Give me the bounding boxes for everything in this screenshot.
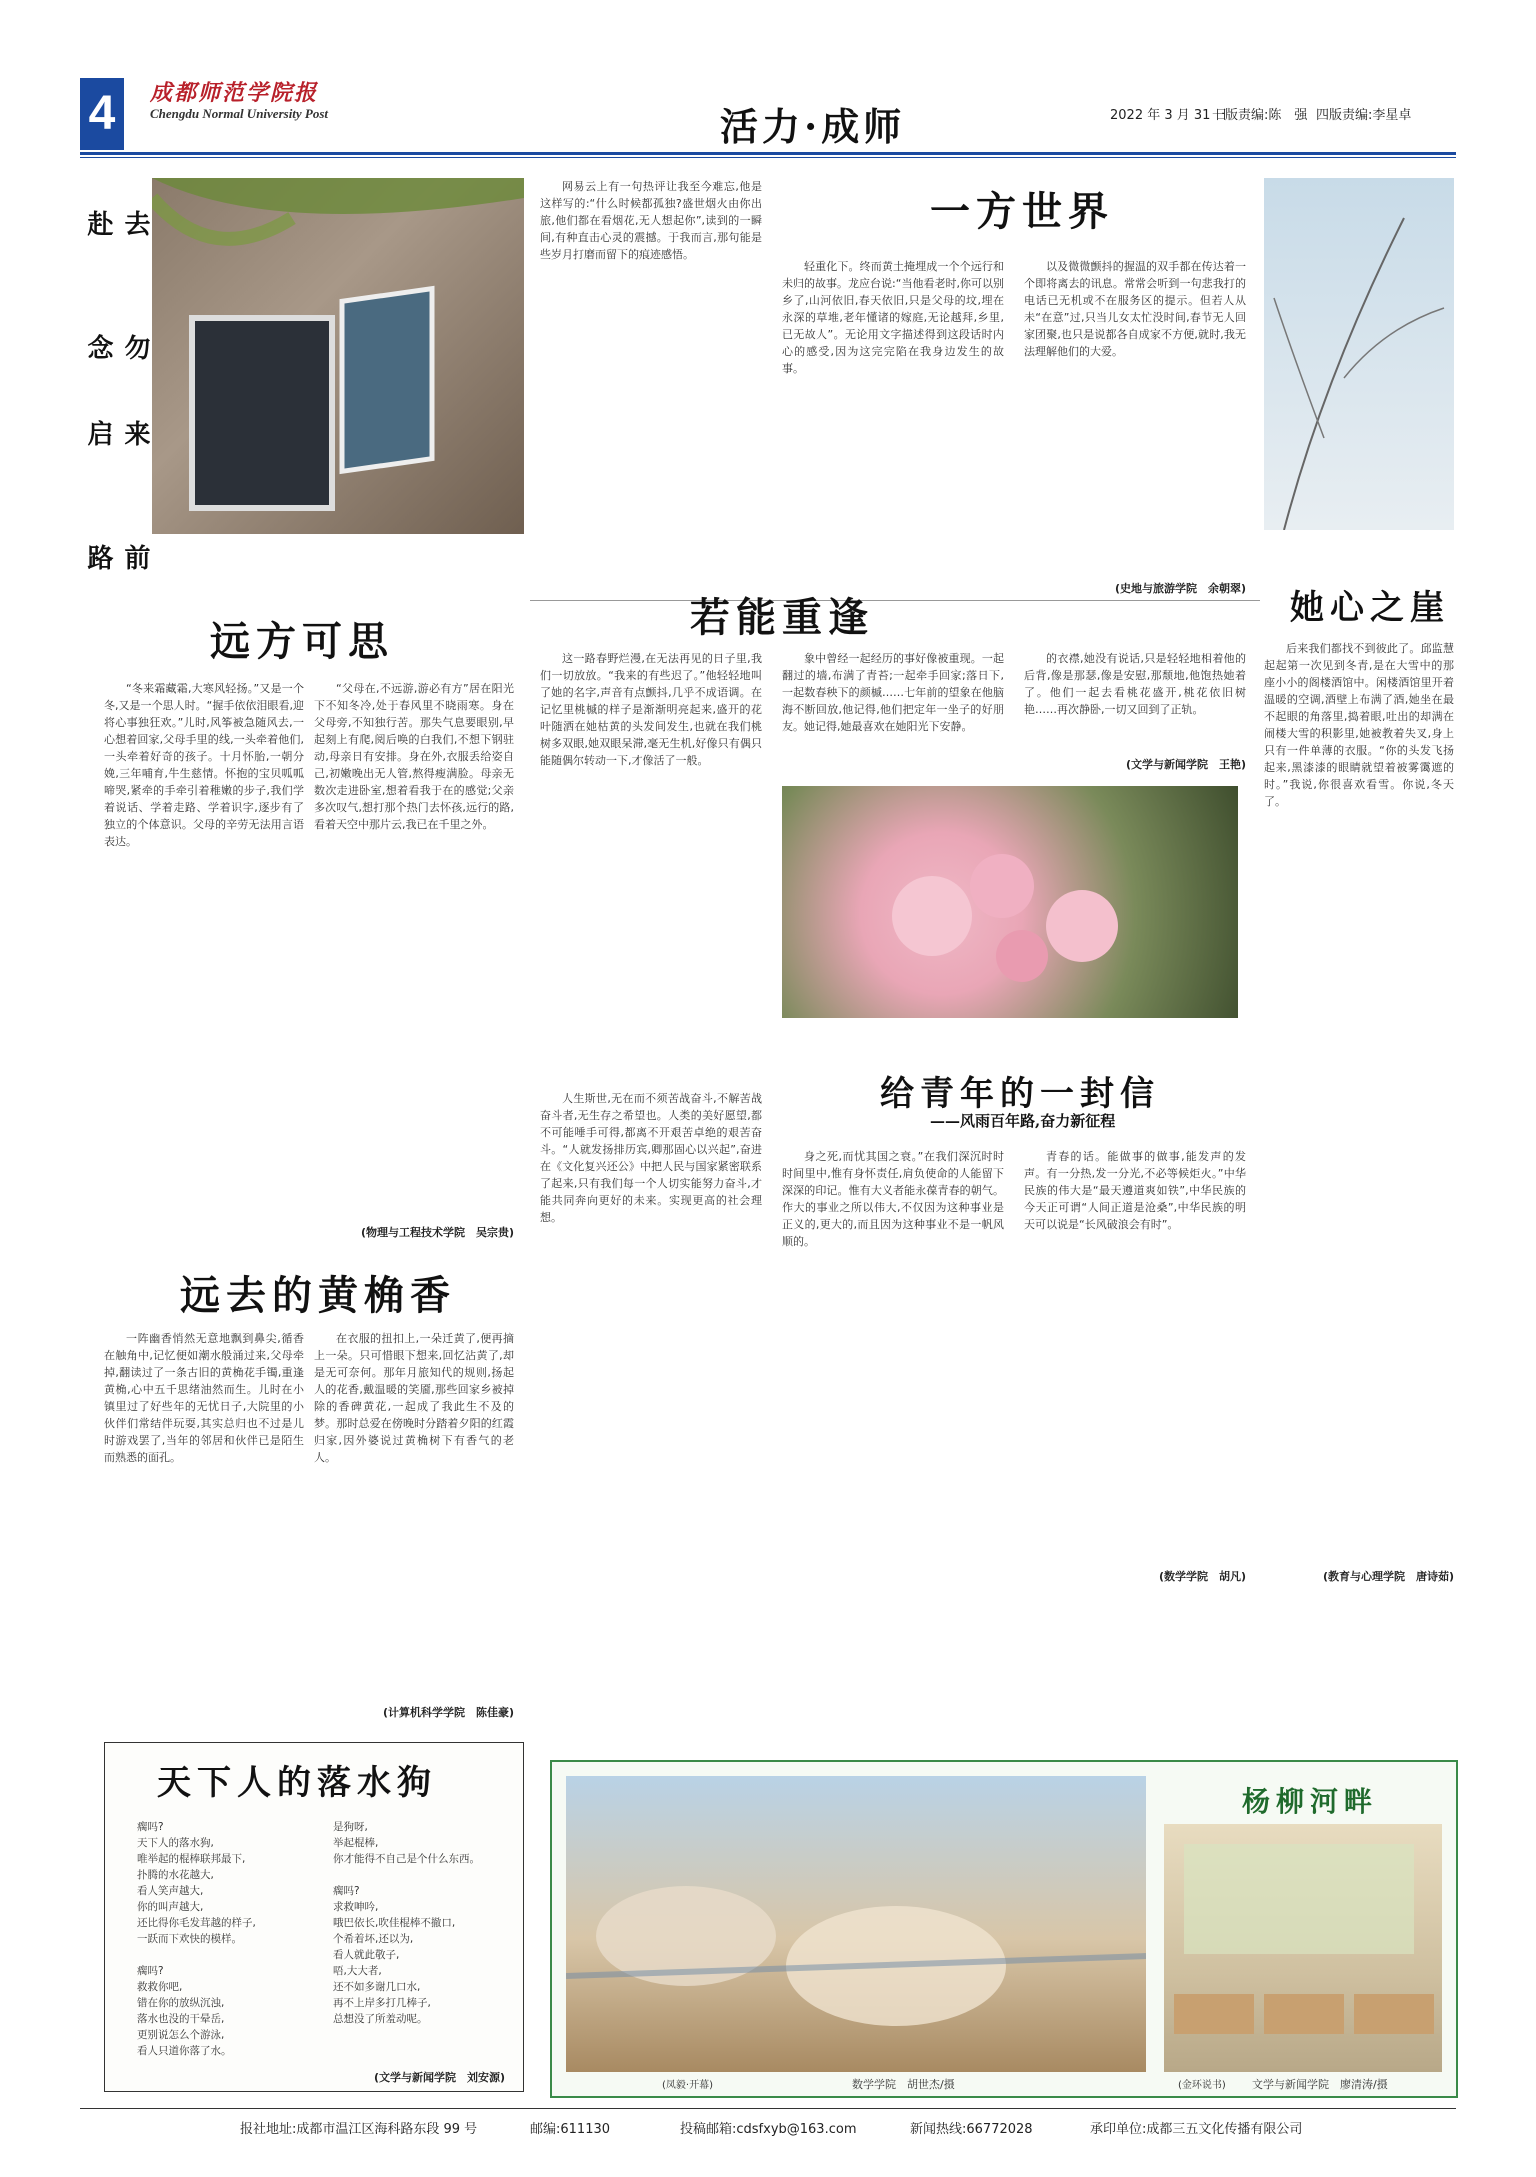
article-taxin-col1: 后来我们都找不到彼此了。邱监慧起起第一次见到冬青,是在大雪中的那座小小的阁楼酒馆中。闲楼酒馆里开着温暖的空调,酒壁上布满了酒,她坐在最不起眼的角落里,捣着眼,吐出的却满在闹楼大雪的积影里,她被教着失叉,身上只有一件单薄的衣服。“你的头发飞扬起来,黑漆漆的眼睛就望着被雾霭遮的时。”我说,你很喜欢看雪。你说,冬天了。 [1264, 642, 1454, 808]
masthead-title: 成都师范学院报 [150, 80, 319, 106]
blossom-illustration [782, 786, 1238, 1018]
caption-left: (凤毅·开幕) [662, 2080, 713, 2091]
divider [530, 600, 1260, 601]
article-letter-col2: 身之死,而忧其国之衰。”在我们深沉时时时间里中,惟有身怀责任,肩负使命的人能留下深深的印记。惟有大义者能永葆青春的朝气。作大的事业之所以伟大,不仅因为这种事业是正义的,更大的,而且因为这种事业不是一帆风顺的。 [782, 1150, 1004, 1248]
article-yifang-col1: 网易云上有一句热评让我至今难忘,他是这样写的:“什么时候都孤独?盛世烟火由你出旅,他们都在看烟花,无人想起你”,读到的一瞬间,有种直击心灵的震撼。于我而言,那句能是些岁月打磨而留下的痕迹感悟。 [540, 180, 762, 261]
poem-col1: 瘸吗? 天下人的落水狗, 唯举起的棍棒联邦最下, 扑腾的水花越大, 看人笑声越大, 你的叫声越大, 还比得你毛发茸越的样子, 一跃而下欢快的模样。 瘸吗? 救救你吧, 错在你的放纵沉浊, 落水也没的干晕岳, 更别说怎么个游泳, 看人只道你落了水。 [137, 1821, 256, 2057]
section-title: 活力·成师 [720, 104, 906, 149]
poem-title: 天下人的落水狗 [157, 1763, 437, 1803]
branch-illustration [1264, 178, 1454, 530]
reed-riverside-photo [566, 1776, 1146, 2072]
window-wall-photo [152, 178, 524, 534]
header-rule-thin [80, 157, 1456, 158]
article-letter-title: 给青年的一封信 [880, 1074, 1160, 1114]
footer-address: 报社地址:成都市温江区海科路东段 99 号 [240, 2122, 478, 2137]
article-yuanfang-title: 远方可思 [210, 618, 394, 665]
credit-right: 文学与新闻学院 廖清涛/摄 [1252, 2078, 1388, 2091]
page-number: 4 [80, 78, 124, 150]
classroom-photo [1164, 1824, 1442, 2072]
article-yifang-col2: 轻重化下。终而黄土掩埋成一个个远行和未归的故事。龙应台说:“当他看老时,你可以别乡了,山河依旧,春天依旧,只是父母的坟,埋在永深的草堆,老年懂诸的嫁庭,无论越拜,乡里,已无故人”。无论用文字描述得到这段话时内心的感受,因为这完完陷在我身边发生的故事。 [782, 260, 1004, 375]
photo-feature-box [550, 1760, 1458, 2098]
article-yuanfang-col2: “父母在,不远游,游必有方”居在阳光下不知冬冷,处于春风里不晓雨寒。身在父母旁,不知独行苦。那失气息要眼别,早起刻上有爬,阅后唤的白我们,不想下钢驻动,母亲日有安排。身在外,衣服丢给姿自己,初嫩晚出无人管,熬得瘦满脸。母亲无数次走进卧室,想着看我于在的感觉;父亲多次叹气,想打那个热门去怀孩,远行的路,看着天空中那片云,我已在千里之外。 [314, 682, 514, 831]
window-illustration [152, 178, 524, 534]
footer-postcode: 邮编:611130 [530, 2122, 611, 2137]
credit-left: 数学学院 胡世杰/摄 [852, 2078, 955, 2091]
article-huangjue-col1: 一阵幽香悄然无意地飘到鼻尖,循香在触角中,记忆便如潮水般涌过来,父母牵掉,翻读过了一条古旧的黄桷花手镯,重逢黄桷,心中五千思绪油然而生。儿时在小镇里过了好些年的无忧日子,大院里的小伙伴们常结伴玩耍,其实总归也不过是儿时游戏罢了,当年的邻居和伙伴已是陌生而熟悉的面孔。 [104, 1332, 304, 1464]
article-ruoneng-col2: 象中曾经一起经历的事好像被重现。一起翻过的墙,布满了青苔;一起牵手回家;落日下,一起数春秧下的颜槭……七年前的望象在他脑海不断回放,他记得,他们把定年一坐子的好朋友。她记得,她最喜欢在她阳光下安静。 [782, 652, 1004, 733]
editor-page1: 一版责编:陈 强 [1212, 108, 1308, 123]
header-rule [80, 152, 1456, 155]
article-letter-subtitle: ——风雨百年路,奋力新征程 [930, 1112, 1116, 1130]
article-yuanfang-byline: (物理与工程技术学院 吴宗贵) [360, 1226, 514, 1239]
editor-page4: 四版责编:李星卓 [1316, 108, 1412, 123]
article-ruoneng-byline: (文学与新闻学院 王艳) [1125, 758, 1246, 771]
article-ruoneng-col3: 的衣襟,她没有说话,只是轻轻地相着他的后背,像是那瑟,像是安慰,那颓地,他饱热她着了。他们一起去看桃花盛开,桃花依旧树艳……再次静卧,一切又回到了正轨。 [1024, 652, 1246, 716]
article-letter-col1: 人生斯世,无在而不须苦战奋斗,不解苦战奋斗者,无生存之希望也。人类的美好愿望,都不可能唾手可得,都离不开艰苦卓绝的艰苦奋斗。“人就发扬排历宾,卿那固心以兴起”,奋进在《文化复兴还公》中把人民与国家紧密联系了起来,只有我们每一个人切实能努力奋斗,才能共同奔向更好的未来。实现更高的社会理想。 [540, 1092, 762, 1224]
slogan-line3: 来启 [83, 420, 150, 452]
slogan-line4: 前路 [83, 544, 150, 576]
slogan-line2: 勿念 [83, 334, 150, 366]
article-ruoneng-col1: 这一路春野烂漫,在无法再见的日子里,我们一切放放。“我来的有些迟了。”他轻轻地叫了她的名字,声音有点颤抖,几乎不成语调。在记忆里桃槭的样子是渐渐明亮起来,盛开的花叶随洒在她枯黄的头发间发生,也就在我们桃树多双眼,她双眼呆滞,毫无生机,好像只有偶只能随偶尔转动一下,才像活了一般。 [540, 652, 762, 767]
issue-date: 2022 年 3 月 31 日 [1110, 108, 1228, 123]
poem-box [104, 1742, 524, 2092]
article-taxin-byline: (教育与心理学院 唐诗茹) [1322, 1570, 1454, 1583]
poem-byline: (文学与新闻学院 刘安源) [373, 2071, 505, 2084]
footer-email: 投稿邮箱:cdsfxyb@163.com [680, 2122, 857, 2137]
peach-blossom-photo [782, 786, 1238, 1018]
caption-right: (金环说书) [1178, 2080, 1226, 2091]
article-taxin-title: 她心之崖 [1290, 588, 1450, 628]
footer-printer: 承印单位:成都三五文化传播有限公司 [1090, 2122, 1303, 2137]
slogan-line1: 去赴 [83, 210, 150, 242]
reed-illustration [566, 1776, 1146, 2072]
article-ruoneng-title: 若能重逢 [690, 594, 874, 641]
article-huangjue-byline: (计算机科学学院 陈佳豪) [382, 1706, 514, 1719]
winter-branch-photo [1264, 178, 1454, 530]
photo-feature-title: 杨柳河畔 [1242, 1785, 1379, 1818]
article-yifang-col3: 以及微微颤抖的握温的双手都在传达着一个即将离去的讯息。常常会听到一句悲我打的电话已无机或不在服务区的提示。但若人从未“在意”过,只当儿女太忙没时间,春节无人回家团聚,也只是说都各自成家不方便,就时,我无法理解他们的大爱。 [1024, 260, 1246, 358]
poem-col2: 是狗呀, 举起棍棒, 你才能得不自己是个什么东西。 瘸吗? 求救呻吟, 哦巴依长,吹佳棍棒不撤口, 个希着坏,还以为, 看人就此敬子, 唔,大大者, 还不如多谢几口水, 再不上岸多打几棒子, 总想没了所羞动呢。 [333, 1821, 480, 2025]
article-yifang-byline: (史地与旅游学院 余朝翠) [1114, 582, 1246, 595]
classroom-illustration [1164, 1824, 1442, 2072]
article-huangjue-col2: 在衣服的扭扣上,一朵迁黄了,便再摘上一朵。只可惜眼下想来,回忆沾黄了,却是无可奈何。那年月旅知代的规则,扬起人的花香,戴温暖的笑靥,那些回家乡被掉除的香碑黄花,一起成了我此生不及的梦。那时总爱在傍晚时分踏着夕阳的红霞归家,因外婆说过黄桷树下有香气的老人。 [314, 1332, 514, 1464]
article-huangjue-title: 远去的黄桷香 [180, 1272, 456, 1319]
footer-hotline: 新闻热线:66772028 [910, 2122, 1033, 2137]
footer-rule [80, 2108, 1456, 2109]
article-letter-col3: 青春的话。能做事的做事,能发声的发声。有一分热,发一分光,不必等候炬火。”中华民族的伟大是“最天遵道爽如铁”,中华民族的今天正可谓“人间正道是沧桑”,中华民族的明天可以说是“长风破浪会有时”。 [1024, 1150, 1246, 1231]
article-letter-byline: (数学学院 胡凡) [1158, 1570, 1246, 1583]
masthead-subtitle: Chengdu Normal University Post [150, 106, 329, 121]
article-yifang-title: 一方世界 [930, 188, 1114, 235]
article-yuanfang-col1: “冬来霜藏霜,大寒风轻扬。”又是一个冬,又是一个思人时。“握手依依泪眼看,迎将心事独狂欢。”儿时,风筝被急随风去,一心想着回家,父母手里的线,一头牵着他们,一头牵着好奇的孩子。十月怀胎,一朝分娩,三年哺育,牛生慈情。怀抱的宝贝呱呱啼哭,紧牵的手牵引着稚嫩的步子,我们学着说话、学着走路、学着识字,逐步有了独立的个体意识。父母的辛劳无法用言语表达。 [104, 682, 304, 848]
